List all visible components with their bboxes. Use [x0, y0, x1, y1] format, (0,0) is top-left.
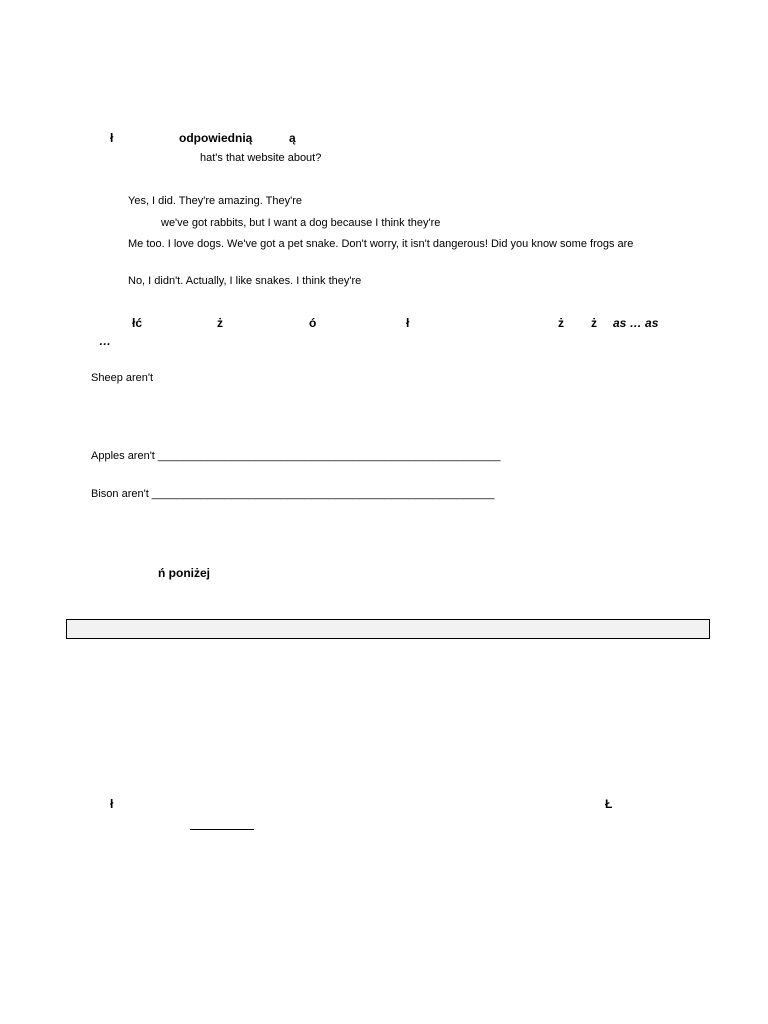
exercise2-heading-fragment-4: ł [406, 316, 410, 330]
exercise2-heading-fragment-8: … [99, 334, 111, 348]
exercise2-heading-fragment-1: łć [132, 316, 143, 330]
exercise2-heading-fragment-3: ó [309, 316, 317, 330]
exercise1-dialogue-line-3: Me too. I love dogs. We've got a pet snake. Don't worry, it isn't dangerous! Did you know some frogs are [128, 238, 634, 250]
exercise2-heading-fragment-2: ż [217, 316, 223, 330]
exercise1-heading-fragment-3: ą [289, 131, 296, 145]
exercise2-item-3: Bison aren't ________________________________________________________ [91, 488, 495, 500]
exercise4-heading-fragment-right: Ł [605, 797, 613, 811]
exercise4-heading-fragment-left: ł [110, 797, 114, 811]
word-box [66, 619, 710, 639]
exercise1-dialogue-line-2: we've got rabbits, but I want a dog because I think they're [161, 217, 441, 229]
exercise2-item-1: Sheep aren't [91, 372, 154, 384]
exercise2-item-2: Apples aren't ________________________________________________________ [91, 450, 501, 462]
exercise1-dialogue-line-4: No, I didn't. Actually, I like snakes. I think they're [128, 275, 362, 287]
exercise1-heading-fragment-1: ł [110, 131, 114, 145]
exercise1-dialogue-line-1: Yes, I did. They're amazing. They're [128, 195, 302, 207]
exercise1-question: hat's that website about? [200, 152, 322, 164]
exercise1-heading-fragment-2: odpowiednią [179, 131, 253, 145]
answer-blank-line [190, 829, 254, 830]
exercise3-heading: ń poniżej [158, 566, 210, 580]
exercise2-heading-fragment-6: ż [591, 316, 597, 330]
exercise2-heading-fragment-7: as … as [613, 316, 659, 330]
exercise2-heading-fragment-5: ż [558, 316, 564, 330]
